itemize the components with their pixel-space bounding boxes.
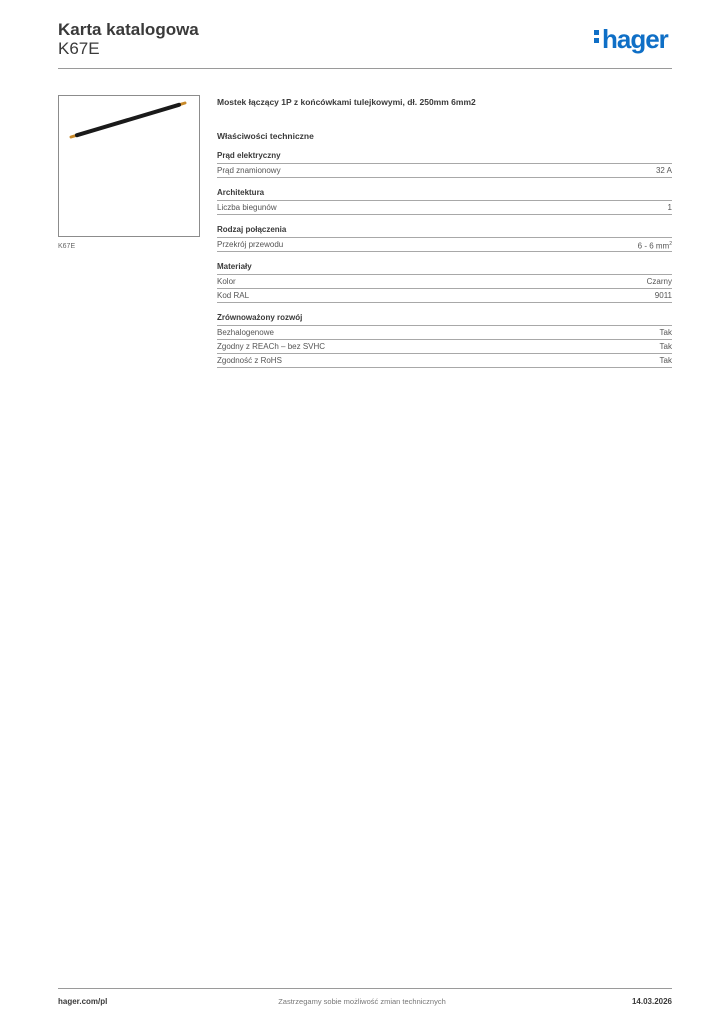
property-value: Czarny [646, 277, 672, 286]
property-row [217, 201, 672, 215]
property-label: Liczba biegunów [217, 203, 277, 212]
property-row [217, 326, 672, 340]
property-label: Przekrój przewodu [217, 240, 284, 249]
group-electric-current [217, 151, 672, 178]
property-value: 9011 [654, 291, 672, 300]
property-label: Kod RAL [217, 291, 250, 300]
product-description: Mostek łączący 1P z końcówkami tulejkowymi, dł. 250mm 6mm2 [217, 97, 476, 107]
technical-heading: Właściwości techniczne [217, 131, 314, 141]
hager-logo [594, 26, 668, 52]
property-label: Zgodny z REACh – bez SVHC [217, 342, 326, 351]
cable-bridge-icon [59, 96, 199, 236]
group-materials [217, 262, 672, 303]
footer-date: 14.03.2026 [631, 997, 672, 1006]
group-connection-type [217, 225, 672, 252]
group-sustainability [217, 313, 672, 368]
property-value: Tak [659, 342, 672, 351]
property-row [217, 354, 672, 368]
logo-dots-icon [594, 27, 600, 46]
property-value: Tak [659, 356, 672, 365]
property-value: 6 - 6 mm [637, 241, 670, 251]
property-label: Bezhalogenowe [217, 328, 274, 337]
header-divider [58, 68, 672, 69]
product-details [217, 97, 672, 368]
document-title: Karta katalogowa [58, 20, 199, 39]
product-code: K67E [58, 39, 100, 58]
property-label: Prąd znamionowy [217, 166, 281, 175]
group-title: Rodzaj połączenia [217, 225, 672, 238]
group-title: Architektura [217, 188, 672, 201]
image-caption: K67E [58, 243, 76, 250]
group-architecture [217, 188, 672, 215]
property-row [217, 289, 672, 303]
property-value: Tak [659, 328, 672, 337]
group-title: Materiały [217, 262, 672, 275]
group-title: Zrównoważony rozwój [217, 313, 672, 326]
property-row [217, 238, 672, 252]
property-row [217, 340, 672, 354]
footer-divider [58, 988, 672, 989]
logo-text: hager [602, 24, 668, 54]
property-row [217, 164, 672, 178]
property-value-superscript: 2 [669, 241, 672, 247]
group-title: Prąd elektryczny [217, 151, 672, 164]
product-image [58, 95, 200, 237]
property-value: 32 A [655, 166, 672, 175]
footer-disclaimer: Zastrzegamy sobie możliwość zmian technicznych [278, 997, 446, 1006]
footer-website-link[interactable]: hager.com/pl [58, 997, 108, 1006]
property-label: Zgodność z RoHS [217, 356, 282, 365]
property-label: Kolor [217, 277, 236, 286]
property-row [217, 275, 672, 289]
property-value-wrap [638, 238, 672, 251]
property-value: 1 [667, 203, 672, 212]
